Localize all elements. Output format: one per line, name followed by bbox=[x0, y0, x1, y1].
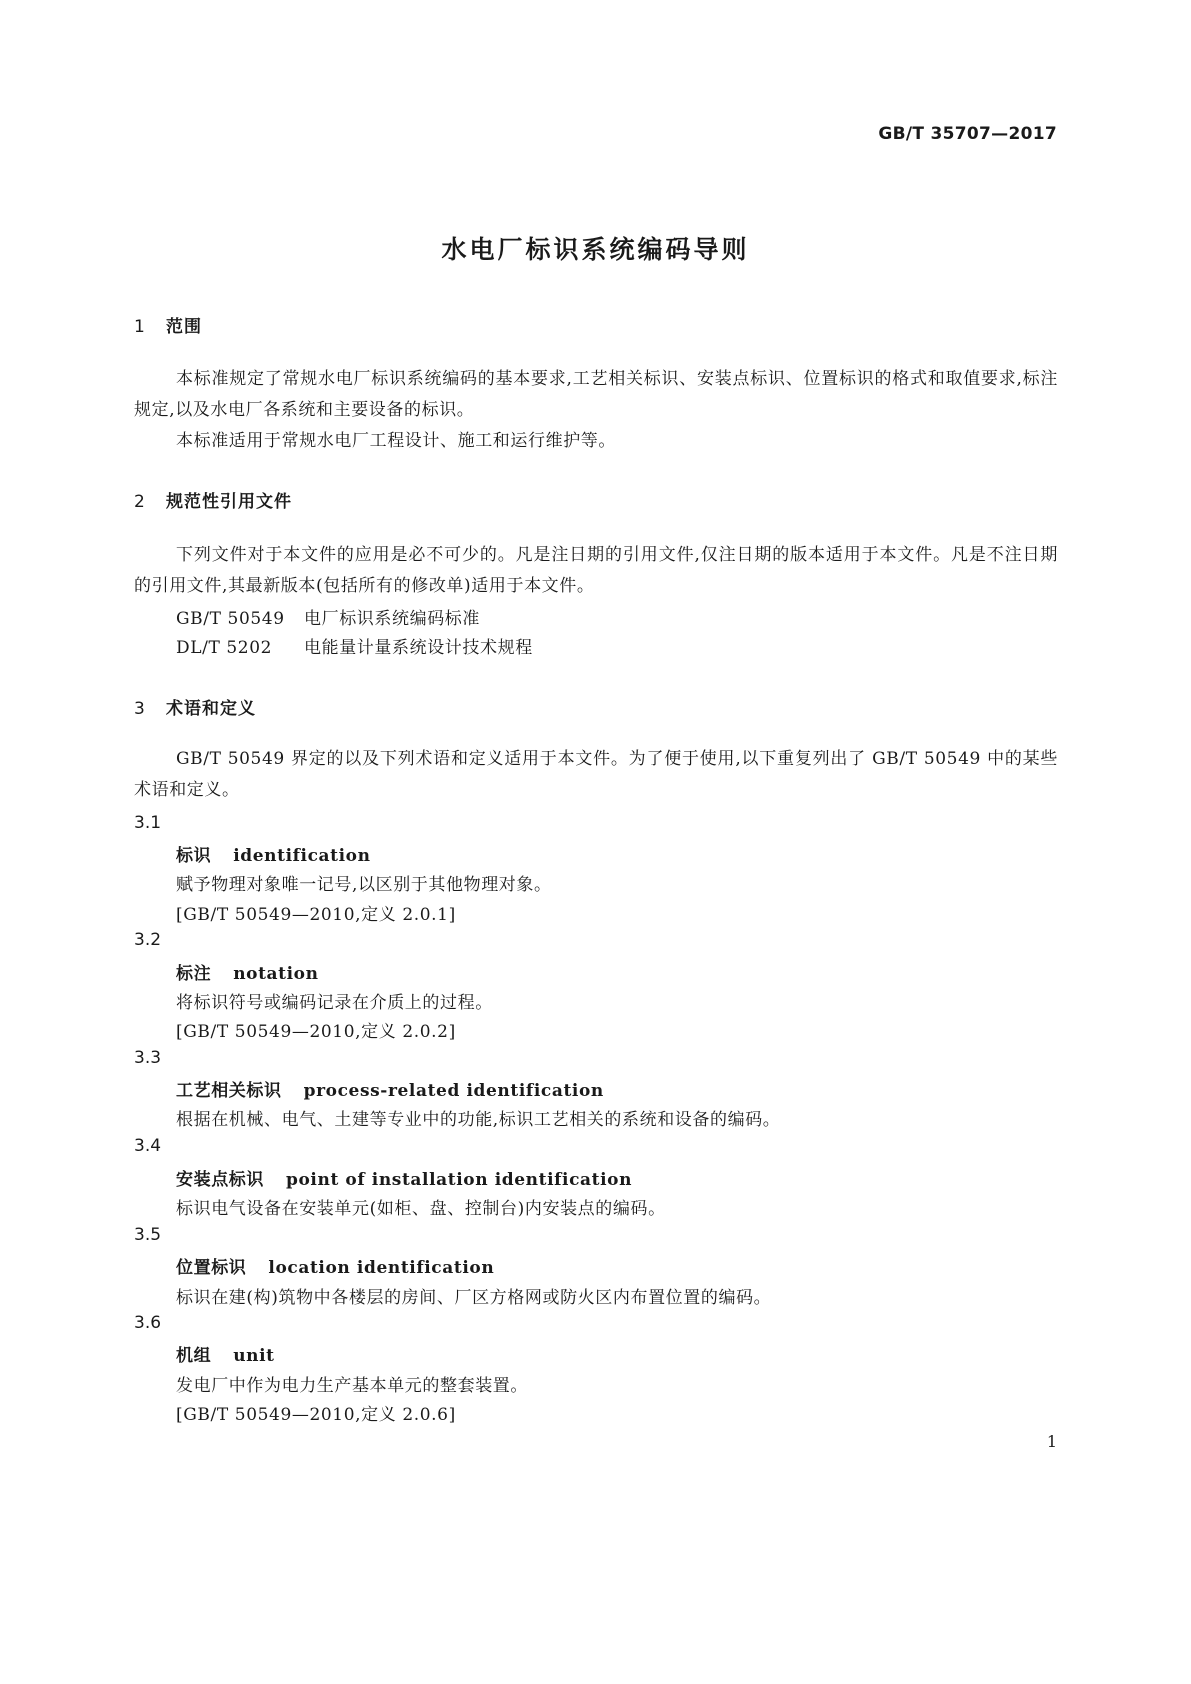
term-zh: 工艺相关标识 bbox=[176, 1081, 282, 1101]
paragraph: GB/T 50549 界定的以及下列术语和定义适用于本文件。为了便于使用,以下重复列出了 GB/T 50549 中的某些术语和定义。 bbox=[134, 749, 1058, 800]
term-number: 3.2 bbox=[134, 930, 162, 950]
section-heading-terms-and-definitions bbox=[134, 694, 256, 719]
term-zh: 机组 bbox=[176, 1346, 212, 1366]
term-source: [GB/T 50549—2010,定义 2.0.6] bbox=[176, 1405, 456, 1425]
term-heading bbox=[176, 841, 371, 866]
section-number: 3 bbox=[134, 699, 146, 719]
section-title: 范围 bbox=[166, 317, 202, 337]
term-zh: 标注 bbox=[176, 964, 212, 984]
reference-code: GB/T 50549 bbox=[176, 609, 285, 629]
term-definition: 发电厂中作为电力生产基本单元的整套装置。 bbox=[176, 1376, 528, 1396]
section-title: 术语和定义 bbox=[166, 699, 256, 719]
term-definition: 标识电气设备在安装单元(如柜、盘、控制台)内安装点的编码。 bbox=[176, 1199, 666, 1219]
term-definition: 根据在机械、电气、土建等专业中的功能,标识工艺相关的系统和设备的编码。 bbox=[176, 1110, 781, 1130]
term-number: 3.4 bbox=[134, 1136, 162, 1156]
term-en: point of installation identification bbox=[286, 1170, 633, 1190]
term-number: 3.3 bbox=[134, 1048, 162, 1068]
term-heading bbox=[176, 1165, 632, 1190]
reference-code: DL/T 5202 bbox=[176, 638, 273, 658]
term-zh: 位置标识 bbox=[176, 1258, 247, 1278]
section-heading-normative-references bbox=[134, 487, 292, 512]
document-title: 水电厂标识系统编码导则 bbox=[441, 235, 750, 264]
term-definition: 标识在建(构)筑物中各楼层的房间、厂区方格网或防火区内布置位置的编码。 bbox=[176, 1288, 772, 1308]
section-heading-scope bbox=[134, 312, 202, 337]
reference-title: 电厂标识系统编码标准 bbox=[304, 609, 480, 629]
term-en: identification bbox=[233, 846, 371, 866]
term-zh: 安装点标识 bbox=[176, 1170, 264, 1190]
term-source: [GB/T 50549—2010,定义 2.0.1] bbox=[176, 905, 456, 925]
section-title: 规范性引用文件 bbox=[166, 492, 292, 512]
term-heading bbox=[176, 1341, 275, 1366]
paragraph: 本标准适用于常规水电厂工程设计、施工和运行维护等。 bbox=[176, 431, 616, 451]
term-en: notation bbox=[233, 964, 319, 984]
reference-item bbox=[176, 604, 480, 629]
paragraph: 本标准规定了常规水电厂标识系统编码的基本要求,工艺相关标识、安装点标识、位置标识的格式和取值要求,标注规定,以及水电厂各系统和主要设备的标识。 bbox=[134, 369, 1058, 420]
term-definition: 将标识符号或编码记录在介质上的过程。 bbox=[176, 993, 493, 1013]
reference-title: 电能量计量系统设计技术规程 bbox=[304, 638, 533, 658]
reference-item bbox=[176, 633, 533, 658]
section-number: 2 bbox=[134, 492, 146, 512]
term-en: process-related identification bbox=[303, 1081, 604, 1101]
term-en: unit bbox=[233, 1346, 275, 1366]
term-number: 3.5 bbox=[134, 1225, 162, 1245]
term-zh: 标识 bbox=[176, 846, 212, 866]
term-source: [GB/T 50549—2010,定义 2.0.2] bbox=[176, 1022, 456, 1042]
term-definition: 赋予物理对象唯一记号,以区别于其他物理对象。 bbox=[176, 875, 552, 895]
page-number: 1 bbox=[1046, 1432, 1057, 1451]
term-heading bbox=[176, 1253, 494, 1278]
section-number: 1 bbox=[134, 317, 146, 337]
term-number: 3.1 bbox=[134, 813, 162, 833]
term-number: 3.6 bbox=[134, 1313, 162, 1333]
term-heading bbox=[176, 1076, 604, 1101]
standard-code: GB/T 35707—2017 bbox=[878, 124, 1057, 144]
term-heading bbox=[176, 959, 319, 984]
paragraph: 下列文件对于本文件的应用是必不可少的。凡是注日期的引用文件,仅注日期的版本适用于本文件。凡是不注日期的引用文件,其最新版本(包括所有的修改单)适用于本文件。 bbox=[134, 545, 1058, 596]
term-en: location identification bbox=[268, 1258, 495, 1278]
